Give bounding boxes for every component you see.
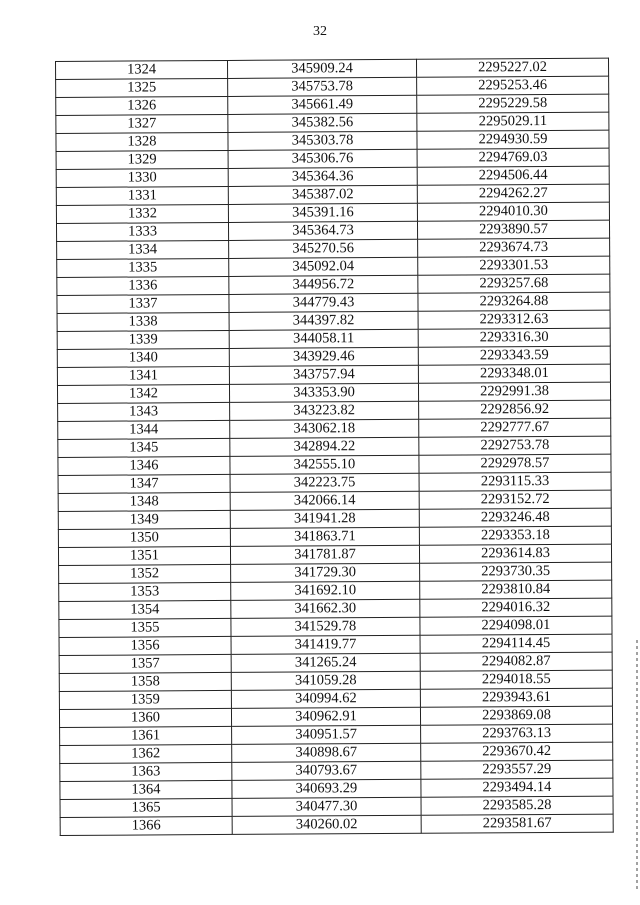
y-coordinate-cell: 2295029.11 <box>417 112 609 131</box>
x-coordinate-cell: 341059.28 <box>231 671 420 690</box>
point-number-cell: 1347 <box>58 474 230 493</box>
y-coordinate-cell: 2293943.61 <box>420 688 612 707</box>
page-number: 32 <box>313 24 327 39</box>
x-coordinate-cell: 340793.67 <box>232 761 421 780</box>
point-number-cell: 1330 <box>56 168 228 187</box>
y-coordinate-cell: 2294506.44 <box>417 166 609 185</box>
y-coordinate-cell: 2292991.38 <box>418 382 610 401</box>
y-coordinate-cell: 2293264.88 <box>418 292 610 311</box>
y-coordinate-cell: 2293557.29 <box>421 760 613 779</box>
y-coordinate-cell: 2292856.92 <box>419 400 611 419</box>
x-coordinate-cell: 345364.73 <box>228 221 417 240</box>
point-number-cell: 1327 <box>56 114 228 133</box>
point-number-cell: 1362 <box>60 744 232 763</box>
x-coordinate-cell: 345387.02 <box>228 185 417 204</box>
y-coordinate-cell: 2293115.33 <box>419 472 611 491</box>
x-coordinate-cell: 340260.02 <box>232 815 421 834</box>
point-number-cell: 1342 <box>57 384 229 403</box>
point-number-cell: 1346 <box>58 456 230 475</box>
y-coordinate-cell: 2293763.13 <box>421 724 613 743</box>
y-coordinate-cell: 2294018.55 <box>420 670 612 689</box>
point-number-cell: 1366 <box>60 816 232 835</box>
x-coordinate-cell: 344397.82 <box>229 311 418 330</box>
point-number-cell: 1354 <box>59 600 231 619</box>
point-number-cell: 1365 <box>60 798 232 817</box>
x-coordinate-cell: 345364.36 <box>228 167 417 186</box>
point-number-cell: 1344 <box>58 420 230 439</box>
y-coordinate-cell: 2294262.27 <box>417 184 609 203</box>
x-coordinate-cell: 344956.72 <box>229 275 418 294</box>
y-coordinate-cell: 2295229.58 <box>417 94 609 113</box>
y-coordinate-cell: 2293494.14 <box>421 778 613 797</box>
y-coordinate-cell: 2293730.35 <box>420 562 612 581</box>
point-number-cell: 1335 <box>57 258 229 277</box>
y-coordinate-cell: 2293257.68 <box>418 274 610 293</box>
x-coordinate-cell: 344779.43 <box>229 293 418 312</box>
point-number-cell: 1328 <box>56 132 228 151</box>
point-number-cell: 1350 <box>58 528 230 547</box>
x-coordinate-cell: 341941.28 <box>230 509 419 528</box>
y-coordinate-cell: 2293316.30 <box>418 328 610 347</box>
y-coordinate-cell: 2293343.59 <box>418 346 610 365</box>
x-coordinate-cell: 342223.75 <box>230 473 419 492</box>
point-number-cell: 1357 <box>59 654 231 673</box>
x-coordinate-cell: 341529.78 <box>231 617 420 636</box>
x-coordinate-cell: 345909.24 <box>227 59 416 78</box>
y-coordinate-cell: 2294098.01 <box>420 616 612 635</box>
y-coordinate-cell: 2294016.32 <box>420 598 612 617</box>
x-coordinate-cell: 345092.04 <box>229 257 418 276</box>
point-number-cell: 1329 <box>56 150 228 169</box>
scan-edge-mark <box>636 640 638 890</box>
point-number-cell: 1349 <box>58 510 230 529</box>
y-coordinate-cell: 2293585.28 <box>421 796 613 815</box>
x-coordinate-cell: 341692.10 <box>231 581 420 600</box>
point-number-cell: 1352 <box>59 564 231 583</box>
y-coordinate-cell: 2293348.01 <box>418 364 610 383</box>
x-coordinate-cell: 342555.10 <box>230 455 419 474</box>
y-coordinate-cell: 2294114.45 <box>420 634 612 653</box>
point-number-cell: 1348 <box>58 492 230 511</box>
x-coordinate-cell: 340962.91 <box>231 707 420 726</box>
y-coordinate-cell: 2294010.30 <box>417 202 609 221</box>
x-coordinate-cell: 344058.11 <box>229 329 418 348</box>
y-coordinate-cell: 2293312.63 <box>418 310 610 329</box>
x-coordinate-cell: 340693.29 <box>232 779 421 798</box>
x-coordinate-cell: 345391.16 <box>228 203 417 222</box>
y-coordinate-cell: 2292753.78 <box>419 436 611 455</box>
y-coordinate-cell: 2293869.08 <box>420 706 612 725</box>
y-coordinate-cell: 2294769.03 <box>417 148 609 167</box>
point-number-cell: 1353 <box>59 582 231 601</box>
x-coordinate-cell: 343223.82 <box>230 401 419 420</box>
x-coordinate-cell: 343929.46 <box>229 347 418 366</box>
point-number-cell: 1338 <box>57 312 229 331</box>
y-coordinate-cell: 2295253.46 <box>417 76 609 95</box>
x-coordinate-cell: 340898.67 <box>232 743 421 762</box>
y-coordinate-cell: 2294082.87 <box>420 652 612 671</box>
x-coordinate-cell: 341781.87 <box>230 545 419 564</box>
point-number-cell: 1343 <box>58 402 230 421</box>
point-number-cell: 1355 <box>59 618 231 637</box>
y-coordinate-cell: 2293890.57 <box>417 220 609 239</box>
point-number-cell: 1333 <box>56 222 228 241</box>
x-coordinate-cell: 345270.56 <box>229 239 418 258</box>
point-number-cell: 1331 <box>56 186 228 205</box>
point-number-cell: 1337 <box>57 294 229 313</box>
point-number-cell: 1332 <box>56 204 228 223</box>
y-coordinate-cell: 2293246.48 <box>419 508 611 527</box>
x-coordinate-cell: 345303.78 <box>228 131 417 150</box>
x-coordinate-cell: 343353.90 <box>229 383 418 402</box>
y-coordinate-cell: 2295227.02 <box>416 58 608 77</box>
point-number-cell: 1356 <box>59 636 231 655</box>
y-coordinate-cell: 2294930.59 <box>417 130 609 149</box>
x-coordinate-cell: 345753.78 <box>228 77 417 96</box>
y-coordinate-cell: 2293152.72 <box>419 490 611 509</box>
point-number-cell: 1363 <box>60 762 232 781</box>
coordinates-table-body <box>56 58 614 835</box>
x-coordinate-cell: 341265.24 <box>231 653 420 672</box>
x-coordinate-cell: 340994.62 <box>231 689 420 708</box>
x-coordinate-cell: 341662.30 <box>231 599 420 618</box>
point-number-cell: 1361 <box>60 726 232 745</box>
y-coordinate-cell: 2293301.53 <box>418 256 610 275</box>
x-coordinate-cell: 345382.56 <box>228 113 417 132</box>
point-number-cell: 1358 <box>59 672 231 691</box>
coordinates-table <box>55 58 614 836</box>
point-number-cell: 1326 <box>56 96 228 115</box>
y-coordinate-cell: 2293614.83 <box>419 544 611 563</box>
y-coordinate-cell: 2292777.67 <box>419 418 611 437</box>
y-coordinate-cell: 2293581.67 <box>421 814 613 833</box>
point-number-cell: 1359 <box>59 690 231 709</box>
table-row <box>60 814 613 835</box>
x-coordinate-cell: 341729.30 <box>231 563 420 582</box>
point-number-cell: 1345 <box>58 438 230 457</box>
y-coordinate-cell: 2293670.42 <box>421 742 613 761</box>
point-number-cell: 1339 <box>57 330 229 349</box>
point-number-cell: 1336 <box>57 276 229 295</box>
x-coordinate-cell: 342066.14 <box>230 491 419 510</box>
y-coordinate-cell: 2293674.73 <box>418 238 610 257</box>
x-coordinate-cell: 345306.76 <box>228 149 417 168</box>
x-coordinate-cell: 343062.18 <box>230 419 419 438</box>
point-number-cell: 1341 <box>57 366 229 385</box>
point-number-cell: 1334 <box>57 240 229 259</box>
point-number-cell: 1351 <box>58 546 230 565</box>
point-number-cell: 1340 <box>57 348 229 367</box>
x-coordinate-cell: 345661.49 <box>228 95 417 114</box>
y-coordinate-cell: 2293810.84 <box>420 580 612 599</box>
point-number-cell: 1360 <box>59 708 231 727</box>
point-number-cell: 1324 <box>56 60 228 79</box>
x-coordinate-cell: 340951.57 <box>232 725 421 744</box>
point-number-cell: 1325 <box>56 78 228 97</box>
x-coordinate-cell: 340477.30 <box>232 797 421 816</box>
x-coordinate-cell: 341419.77 <box>231 635 420 654</box>
x-coordinate-cell: 341863.71 <box>230 527 419 546</box>
y-coordinate-cell: 2292978.57 <box>419 454 611 473</box>
x-coordinate-cell: 342894.22 <box>230 437 419 456</box>
y-coordinate-cell: 2293353.18 <box>419 526 611 545</box>
x-coordinate-cell: 343757.94 <box>229 365 418 384</box>
point-number-cell: 1364 <box>60 780 232 799</box>
